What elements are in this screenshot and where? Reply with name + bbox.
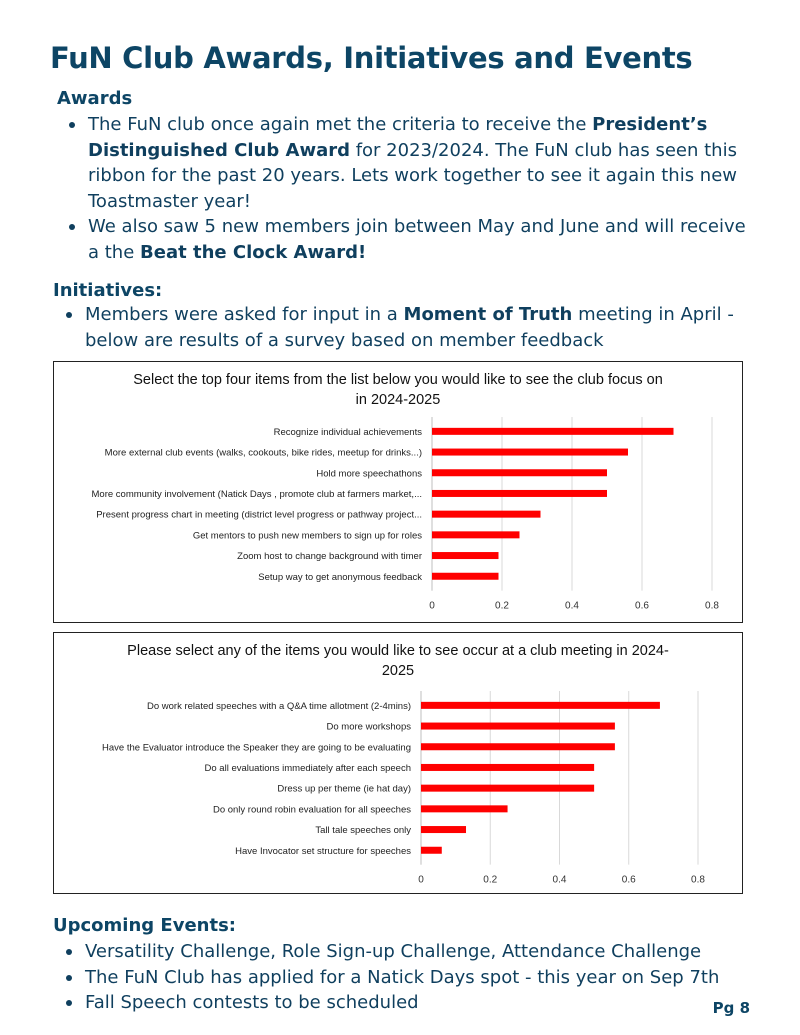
list-item bbox=[61, 990, 761, 1016]
tick-label: 0 bbox=[429, 600, 435, 612]
chart-title-line: Select the top four items from the list below you would like to see the club focus on bbox=[133, 372, 663, 388]
tick-label: 0.8 bbox=[705, 600, 719, 612]
text-run: The FuN Club has applied for a Natick Days spot - this year on Sep 7th bbox=[85, 966, 720, 988]
bar bbox=[432, 531, 520, 538]
bar bbox=[432, 449, 628, 456]
tick-label: 0 bbox=[418, 874, 424, 886]
category-label: Tall tale speeches only bbox=[315, 825, 411, 837]
bar bbox=[421, 847, 442, 854]
bar bbox=[421, 805, 508, 812]
bar bbox=[421, 826, 466, 833]
tick-label: 0.6 bbox=[621, 874, 636, 886]
category-label: Do more workshops bbox=[326, 721, 411, 733]
text-run: The FuN club once again met the criteria to receive the bbox=[88, 114, 593, 135]
category-label: Zoom host to change background with timer bbox=[237, 551, 422, 563]
bold-text: Beat the Clock Award! bbox=[140, 241, 367, 263]
bold-text: Moment of Truth bbox=[403, 304, 573, 325]
initiatives-list bbox=[61, 302, 761, 353]
category-label: Do only round robin evaluation for all speeches bbox=[212, 804, 411, 816]
meeting-chart-frame bbox=[53, 632, 743, 894]
initiatives-heading: Initiatives: bbox=[53, 280, 163, 301]
focus-chart-frame bbox=[53, 361, 743, 623]
category-label: Do all evaluations immediately after each speech bbox=[204, 762, 411, 774]
bar bbox=[421, 743, 615, 750]
bar bbox=[432, 490, 607, 497]
chart-title-line: Please select any of the items you would like to see occur at a club meeting in 2024- bbox=[127, 643, 669, 659]
bar bbox=[421, 702, 660, 709]
bar bbox=[432, 573, 499, 580]
bold-text: President’s Distinguished Club Award bbox=[88, 114, 708, 161]
chart-title-line: in 2024-2025 bbox=[355, 392, 441, 408]
bar bbox=[421, 764, 594, 771]
page-title: FuN Club Awards, Initiatives and Events bbox=[50, 41, 693, 75]
category-label: Setup way to get anonymous feedback bbox=[258, 571, 422, 583]
category-label: Get mentors to push new members to sign up for roles bbox=[192, 530, 422, 542]
page-number: Pg 8 bbox=[712, 999, 750, 1017]
category-label: Present progress chart in meeting (district level progress or pathway project... bbox=[96, 509, 422, 521]
category-label: Hold more speechathons bbox=[316, 468, 422, 480]
focus-survey-chart bbox=[54, 362, 742, 622]
bar bbox=[432, 511, 541, 518]
list-item bbox=[64, 112, 750, 214]
category-label: Dress up per theme (ie hat day) bbox=[277, 783, 411, 795]
text-run: Fall Speech contests to be scheduled bbox=[85, 992, 419, 1013]
category-label: Do work related speeches with a Q&A time allotment (2-4mins) bbox=[147, 700, 411, 712]
text-run: for 2023/2024. The FuN club has seen this ribbon for the past 20 years. Lets work together to see it again this new Toastmaster year! bbox=[88, 139, 738, 212]
bar bbox=[421, 723, 615, 730]
bar bbox=[432, 469, 607, 476]
category-label: Recognize individual achievements bbox=[273, 426, 422, 438]
category-label: Have Invocator set structure for speeches bbox=[235, 845, 411, 857]
awards-heading: Awards bbox=[57, 88, 133, 109]
events-heading: Upcoming Events: bbox=[53, 915, 236, 936]
list-item bbox=[61, 302, 761, 353]
chart-title-line: 2025 bbox=[381, 663, 415, 679]
list-item bbox=[61, 965, 761, 991]
bar bbox=[432, 428, 674, 435]
tick-label: 0.2 bbox=[495, 600, 509, 612]
bar bbox=[421, 785, 594, 792]
tick-label: 0.8 bbox=[691, 874, 705, 886]
tick-label: 0.4 bbox=[552, 874, 567, 886]
awards-list bbox=[64, 112, 750, 265]
tick-label: 0.2 bbox=[483, 874, 498, 886]
text-run: We also saw 5 new members join between May and June and will receive a the bbox=[88, 216, 746, 263]
list-item bbox=[61, 939, 761, 965]
text-run: Versatility Challenge, Role Sign-up Challenge, Attendance Challenge bbox=[85, 941, 702, 962]
meeting-survey-chart bbox=[54, 633, 742, 893]
events-list bbox=[61, 939, 761, 1016]
bar bbox=[432, 552, 499, 559]
tick-label: 0.4 bbox=[565, 600, 579, 612]
category-label: More community involvement (Natick Days , promote club at farmers market,... bbox=[91, 488, 422, 500]
category-label: Have the Evaluator introduce the Speaker they are going to be evaluating bbox=[102, 742, 411, 754]
tick-label: 0.6 bbox=[635, 600, 649, 612]
list-item bbox=[64, 214, 750, 265]
text-run: meeting in April - below are results of a survey based on member feedback bbox=[85, 304, 734, 351]
category-label: More external club events (walks, cookouts, bike rides, meetup for drinks...) bbox=[104, 447, 422, 459]
text-run: Members were asked for input in a bbox=[85, 304, 404, 325]
